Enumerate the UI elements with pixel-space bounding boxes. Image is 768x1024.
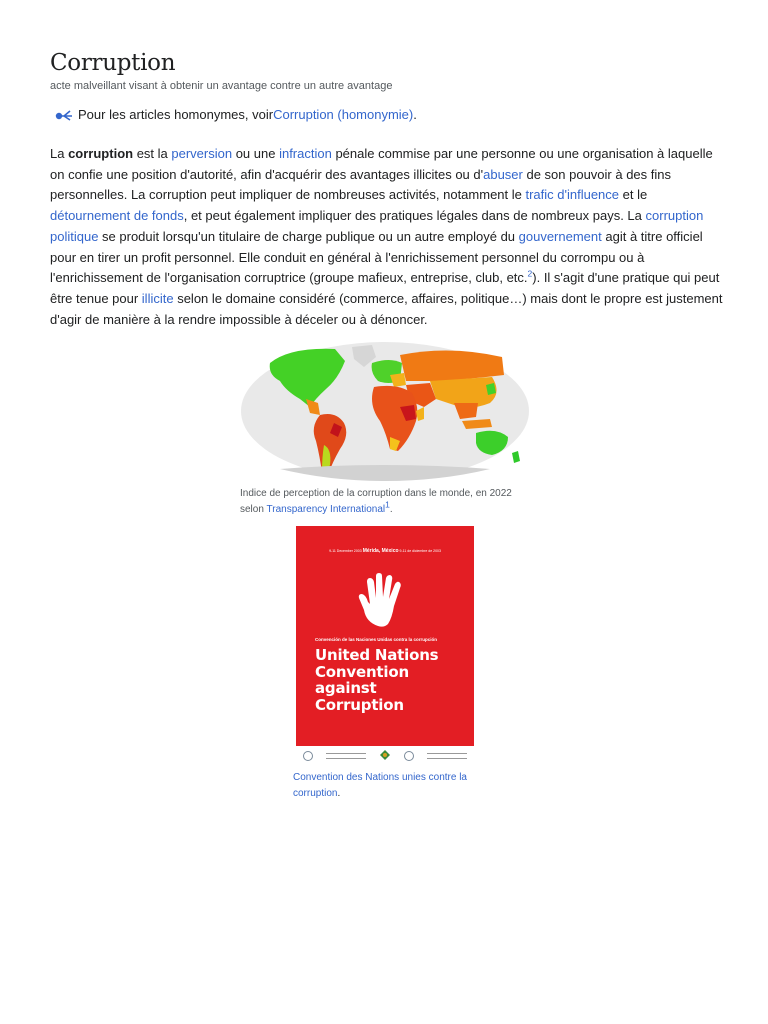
text: ). Il s'agit d'une pratique qui peut être tenue pour [50, 270, 720, 306]
text: de son pouvoir à des fins personnelles. La corruption peut impliquer de nombreuses activités, notamment le [50, 166, 672, 203]
page-subtitle: acte malveillant visant à obtenir un avantage contre un autre avantage [50, 80, 393, 92]
poster-spanish-line: Convención de las Naciones Unidas contra la corrupción [315, 637, 438, 642]
perversion-link[interactable]: perversion [171, 146, 233, 161]
poster-dates [296, 548, 474, 554]
hatnote-suffix: . [413, 107, 417, 122]
figure-map [240, 341, 530, 518]
uncac-link[interactable]: Convention des Nations unies contre la corruption [293, 772, 467, 799]
poster-title-line-4: Corruption [315, 695, 404, 714]
reference-1[interactable]: 1 [385, 499, 390, 510]
un-emblem-icon-2 [404, 751, 414, 761]
text: agit à titre officiel pour en tirer un profit personnel. Elle conduit en général à l'enrichissement personnel du corrompu ou à l'enrichissement de l'organisation corruptrice (groupe mafieux, entreprise, club, etc. [50, 228, 703, 286]
homonymie-link[interactable]: Corruption (homonymie) [273, 107, 414, 122]
transparency-international-link[interactable]: Transparency International [266, 504, 386, 515]
poster-title-line-1: United Nations [315, 646, 439, 664]
caption-end: . [389, 504, 393, 515]
gouvernement-link[interactable]: gouvernement [518, 228, 602, 244]
poster-caption [293, 770, 478, 802]
text: se produit lorsqu'un titulaire de charge publique ou un autre employé du [98, 228, 519, 244]
poster-title-line-3: against [315, 679, 377, 697]
poster-title-line-2: Convention [315, 662, 409, 681]
detournement-link[interactable]: détournement de fonds [50, 208, 184, 224]
caption-text: Indice de perception de la corruption dans le monde, en 2022 selon [240, 488, 512, 515]
text: selon le domaine considéré (commerce, affaires, politique…) mais dont le propre est justement d'agir de manière à la rendre impossible à déceler ou à dénoncer. [50, 290, 723, 327]
trafic-influence-link[interactable]: trafic d'influence [525, 187, 620, 203]
poster-footer [296, 746, 474, 766]
abuser-link[interactable]: abuser [483, 166, 523, 182]
infraction-link[interactable]: infraction [279, 146, 332, 161]
hatnote [54, 107, 417, 122]
text: , et peut également impliquer des pratiques légales dans de nombreux pays. La [183, 208, 646, 224]
corruption-world-map[interactable] [240, 341, 530, 482]
page-title: Corruption [50, 50, 176, 76]
text: La [50, 146, 69, 161]
figure-poster [293, 526, 478, 802]
hand-icon [356, 572, 406, 633]
bold-term: corruption [68, 146, 134, 161]
disambiguation-icon [54, 108, 74, 122]
uncac-poster-image[interactable] [293, 526, 473, 766]
hatnote-prefix: Pour les articles homonymes, voir [78, 107, 274, 122]
reference-2[interactable]: 2 [527, 268, 533, 279]
corruption-politique-link[interactable]: corruption politique [50, 208, 704, 244]
poster-city: Mérida, México [362, 548, 399, 554]
poster-date-es: 9-11 de diciembre de 2003 [399, 549, 441, 553]
text: et le [619, 187, 648, 203]
intro-paragraph [50, 144, 724, 330]
caption-end: . [337, 788, 341, 799]
poster-background [296, 526, 474, 746]
poster-date-en: 9-11 December 2003 [329, 549, 362, 553]
poster-footer-block-2 [427, 753, 467, 759]
un-emblem-icon [303, 751, 313, 761]
mexico-emblem-icon [380, 747, 390, 765]
text: ou une [232, 146, 280, 161]
poster-footer-block [326, 753, 366, 759]
map-caption [240, 486, 520, 518]
poster-title [315, 647, 474, 713]
text: pénale commise par une personne ou une organisation à laquelle on confie une position d'autorité, afin d'acquérir des avantages illicites ou d' [50, 146, 713, 182]
illicite-link[interactable]: illicite [141, 290, 174, 306]
text: est la [133, 146, 172, 161]
